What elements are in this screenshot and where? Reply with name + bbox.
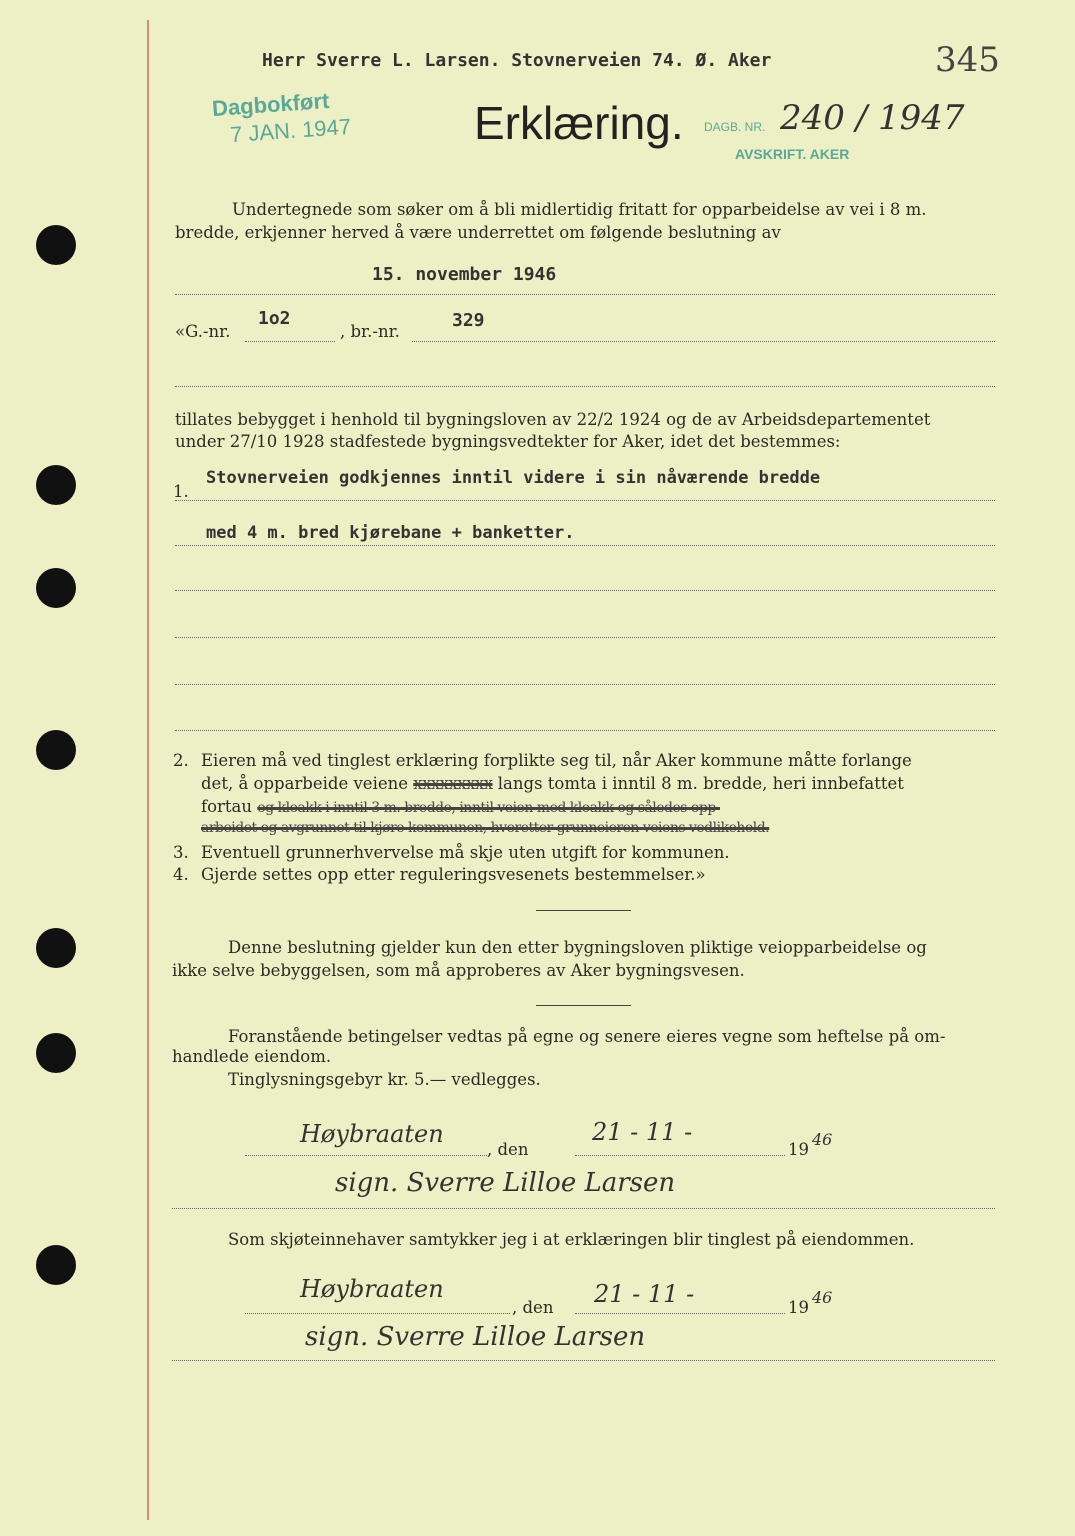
stamp-dagbokfort: Dagbokført	[211, 87, 331, 122]
punch-hole	[36, 928, 76, 968]
punch-hole	[36, 568, 76, 608]
brnr-value: 329	[452, 310, 485, 331]
den-label: , den	[512, 1298, 554, 1317]
consent-text: Som skjøteinnehaver samtykker jeg i at erklæringen blir tinglest på eiendommen.	[228, 1230, 915, 1249]
year-prefix: 19	[788, 1140, 809, 1159]
gnr-value: 1o2	[258, 308, 291, 329]
item-number: 3.	[173, 843, 189, 862]
item-number: 4.	[173, 865, 189, 884]
page-number: 345	[935, 40, 1000, 80]
item2-line2: det, å opparbeide veiene xxxxxxxxx langs tomta i inntil 8 m. bredde, heri innbefattet	[201, 774, 904, 793]
avskrift-stamp: AVSKRIFT. AKER	[735, 146, 850, 162]
sig2-year: 46	[812, 1288, 833, 1307]
sig1-signature: sign. Sverre Lilloe Larsen	[335, 1168, 676, 1198]
den-label: , den	[487, 1140, 529, 1159]
sig1-year: 46	[812, 1130, 833, 1149]
stamp-date: 7 JAN. 1947	[229, 113, 352, 148]
margin-line	[147, 20, 149, 1520]
decision-para-line: Denne beslutning gjelder kun den etter bygningsloven pliktige veiopparbeidelse og	[228, 938, 927, 957]
item1-line2: med 4 m. bred kjørebane + banketter.	[206, 523, 575, 543]
dagb-label: DAGB. NR.	[704, 120, 766, 134]
sig1-place: Høybraaten	[300, 1120, 444, 1148]
punch-hole	[36, 1033, 76, 1073]
intro-line: bredde, erkjenner herved å være underrettet om følgende beslutning av	[175, 223, 781, 242]
item-number: 1.	[173, 482, 189, 501]
fee-text: Tinglysningsgebyr kr. 5.— vedlegges.	[228, 1070, 541, 1089]
item3-text: Eventuell grunnerhvervelse må skje uten utgift for kommunen.	[201, 843, 730, 862]
punch-hole	[36, 225, 76, 265]
sig1-date: 21 - 11 -	[592, 1118, 693, 1146]
sig2-signature: sign. Sverre Lilloe Larsen	[305, 1322, 646, 1352]
decision-para-line: ikke selve bebyggelsen, som må approberes av Aker bygningsvesen.	[172, 961, 745, 980]
punch-hole	[36, 465, 76, 505]
conditions-para-line: Foranstående betingelser vedtas på egne og senere eieres vegne som heftelse på om-	[228, 1027, 946, 1046]
permit-line: under 27/10 1928 stadfestede bygningsvedtekter for Aker, idet det bestemmes:	[175, 432, 841, 451]
item2-line3: fortau og kloakk i inntil 3 m. bredde, inntil veien med kloakk og således opp-	[201, 797, 721, 816]
item2-line1: Eieren må ved tinglest erklæring forplikte seg til, når Aker kommune måtte forlange	[201, 751, 912, 770]
intro-line: Undertegnede som søker om å bli midlertidig fritatt for opparbeidelse av vei i 8 m.	[232, 200, 927, 219]
brnr-label: , br.-nr.	[340, 322, 400, 341]
permit-line: tillates bebygget i henhold til bygningsloven av 22/2 1924 og de av Arbeidsdepartementet	[175, 410, 931, 429]
item-number: 2.	[173, 751, 189, 770]
conditions-para-line: handlede eiendom.	[172, 1047, 332, 1066]
sig2-date: 21 - 11 -	[594, 1280, 695, 1308]
punch-hole	[36, 730, 76, 770]
item1-line1: Stovnerveien godkjennes inntil videre i sin nåværende bredde	[206, 468, 821, 488]
sig2-place: Høybraaten	[300, 1275, 444, 1303]
addressee: Herr Sverre L. Larsen. Stovnerveien 74. Ø. Aker	[262, 50, 772, 71]
dagb-number: 240 / 1947	[780, 98, 965, 138]
page-title: Erklæring.	[474, 97, 684, 149]
year-prefix: 19	[788, 1298, 809, 1317]
item4-text: Gjerde settes opp etter reguleringsvesenets bestemmelser.»	[201, 865, 706, 884]
punch-hole	[36, 1245, 76, 1285]
decision-date: 15. november 1946	[372, 264, 557, 285]
gnr-label: «G.-nr.	[175, 322, 231, 341]
item2-line4: arbeidet og avgrunnet til kjøre kommunen, hvoretter grunneieren veiens vedlikehold.	[201, 820, 770, 836]
